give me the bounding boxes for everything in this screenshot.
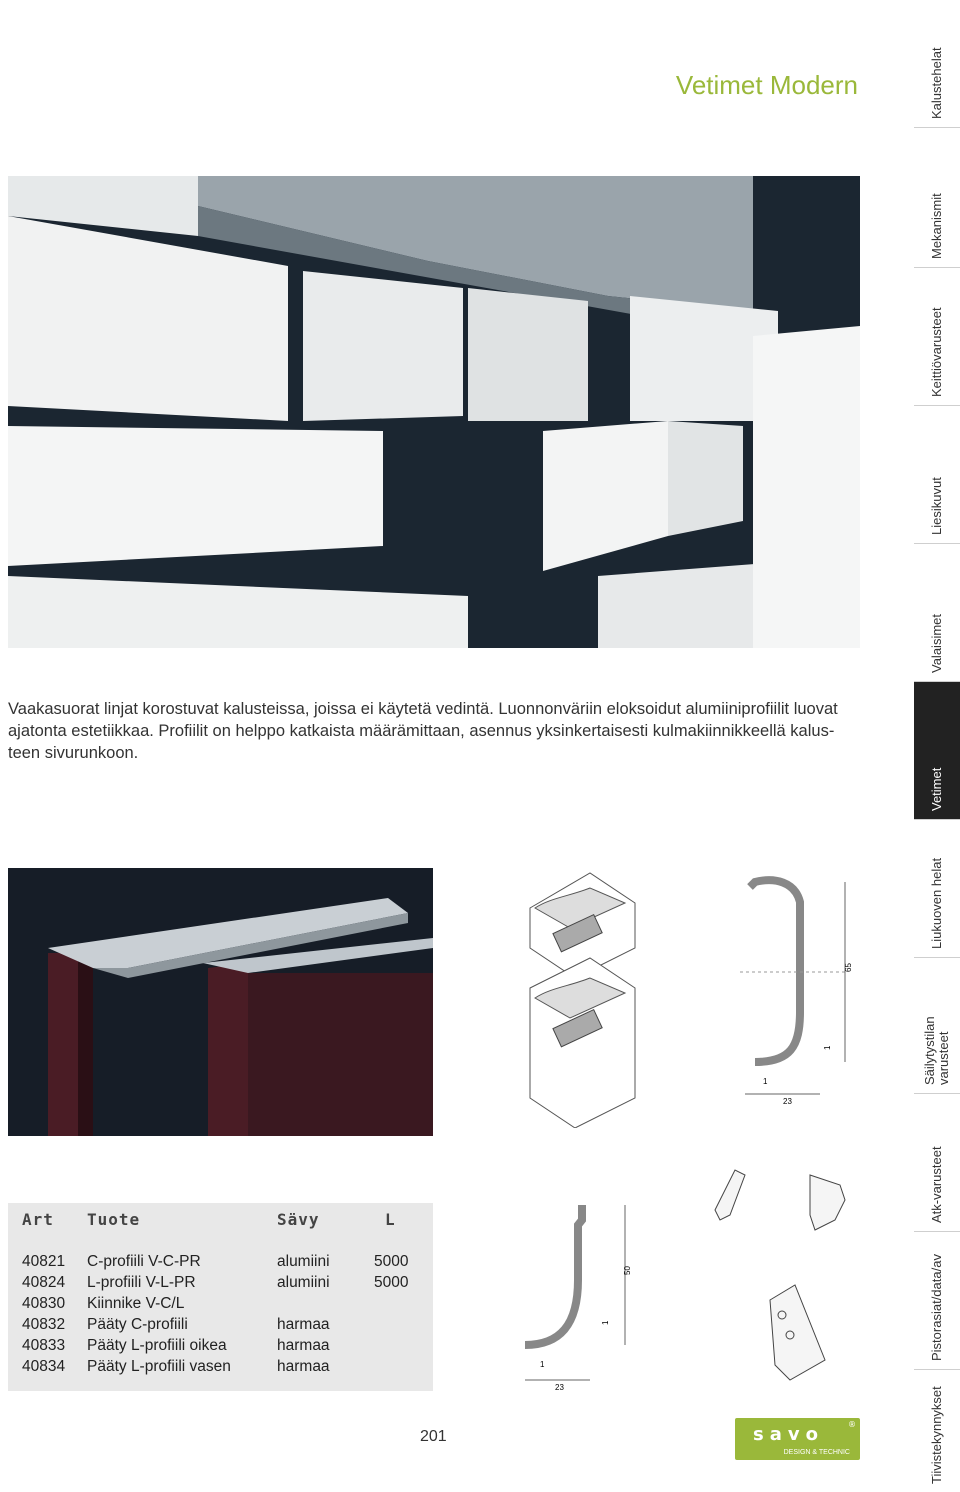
svg-text:23: 23 [783,1097,792,1106]
svg-text:50: 50 [623,1266,632,1275]
cell-tuote: Kiinnike V-C/L [87,1295,185,1312]
cell-l: 5000 [374,1253,409,1270]
cell-tuote: Pääty L-profiili vasen [87,1358,231,1375]
mounting-diagram [510,868,660,1128]
sidebar-tab-atk-varusteet[interactable] [914,1094,960,1232]
sidebar-tab-pistorasiat[interactable] [914,1232,960,1370]
sidebar-tab-label: Tiivistekynnykset [929,1386,944,1484]
sidebar-tab-kalustehelat[interactable] [914,0,960,128]
svg-text:1: 1 [540,1360,545,1369]
product-photo-cabinet [8,176,860,648]
svg-text:23: 23 [555,1383,564,1392]
cell-art: 40824 [22,1274,66,1291]
sidebar-tab-valaisimet[interactable] [914,544,960,682]
sidebar-tab-label: Kalustehelat [929,47,944,119]
cell-savy: harmaa [277,1316,330,1333]
svg-text:1: 1 [763,1077,768,1086]
cell-tuote: L-profiili V-L-PR [87,1274,196,1291]
intro-paragraph: Vaakasuorat linjat korostuvat kalusteissa, joissa ei käytetä vedintä. Luonnonväriin eloksoidut alumiiniprofiilit luovat ajatonta estetiikkaa. Profiilit on helppo katkaista määrämittaan, asennus yksinkertaisesti kulmakiinnikkeellä kalusteen sivurunkoon. [8,700,838,762]
c-profile-drawing [735,872,860,1112]
cell-tuote: C-profiili V-C-PR [87,1253,201,1270]
sidebar-tab-label: Mekanismit [929,193,944,259]
sidebar-tab-keittiovarusteet[interactable] [914,268,960,406]
sidebar-tab-sailytystilan-varusteet[interactable] [914,958,960,1094]
svg-text:65: 65 [844,963,853,972]
col-header-savy: Sävy [277,1210,320,1229]
col-header-art: Art [22,1210,54,1229]
cell-art: 40830 [22,1295,66,1312]
logo-registered-mark: ® [848,1420,856,1429]
sidebar-tab-vetimet[interactable] [914,682,960,820]
cell-savy: alumiini [277,1274,330,1291]
sidebar-tab-label: Atk-varusteet [929,1146,944,1223]
sidebar-tab-liesikuvut[interactable] [914,406,960,544]
col-header-tuote: Tuote [87,1210,141,1229]
logo-tagline: DESIGN & TECHNIC [783,1449,850,1456]
sidebar-tab-liukuoven-helat[interactable] [914,820,960,958]
cell-l: 5000 [374,1274,409,1291]
sidebar-tab-mekanismit[interactable] [914,128,960,268]
page-number: 201 [420,1428,447,1445]
sidebar-tab-label: Pistorasiat/data/av [929,1254,944,1361]
sidebar-tab-label: Säilytystilan varusteet [922,1016,951,1085]
sidebar-tab-label: Vetimet [929,767,944,811]
page-title: Vetimet Modern [675,70,858,100]
profile-photo [8,868,433,1136]
cell-art: 40834 [22,1358,66,1375]
sidebar-tab-label: Valaisimet [929,613,944,673]
l-profile-drawing [510,1195,640,1395]
cell-savy: harmaa [277,1358,330,1375]
cell-savy: harmaa [277,1337,330,1354]
cell-tuote: Pääty C-profiili [87,1316,188,1333]
col-header-l: L [385,1210,396,1229]
end-caps-drawing [700,1160,860,1390]
cell-tuote: Pääty L-profiili oikea [87,1337,227,1354]
cell-art: 40832 [22,1316,66,1333]
sidebar-tab-label: Liesikuvut [929,477,944,535]
cell-savy: alumiini [277,1253,330,1270]
cell-art: 40821 [22,1253,66,1270]
sidebar-tab-label: Keittiövarusteet [929,307,944,397]
category-sidebar [914,0,960,1492]
cell-art: 40833 [22,1337,66,1354]
svg-text:1: 1 [823,1045,832,1050]
logo-wordmark: savo [753,1424,824,1445]
savo-logo [735,1418,860,1460]
sidebar-tab-tiivistekynnykset[interactable] [914,1370,960,1492]
sidebar-tab-label: Liukuoven helat [929,857,944,949]
svg-text:1: 1 [601,1320,610,1325]
